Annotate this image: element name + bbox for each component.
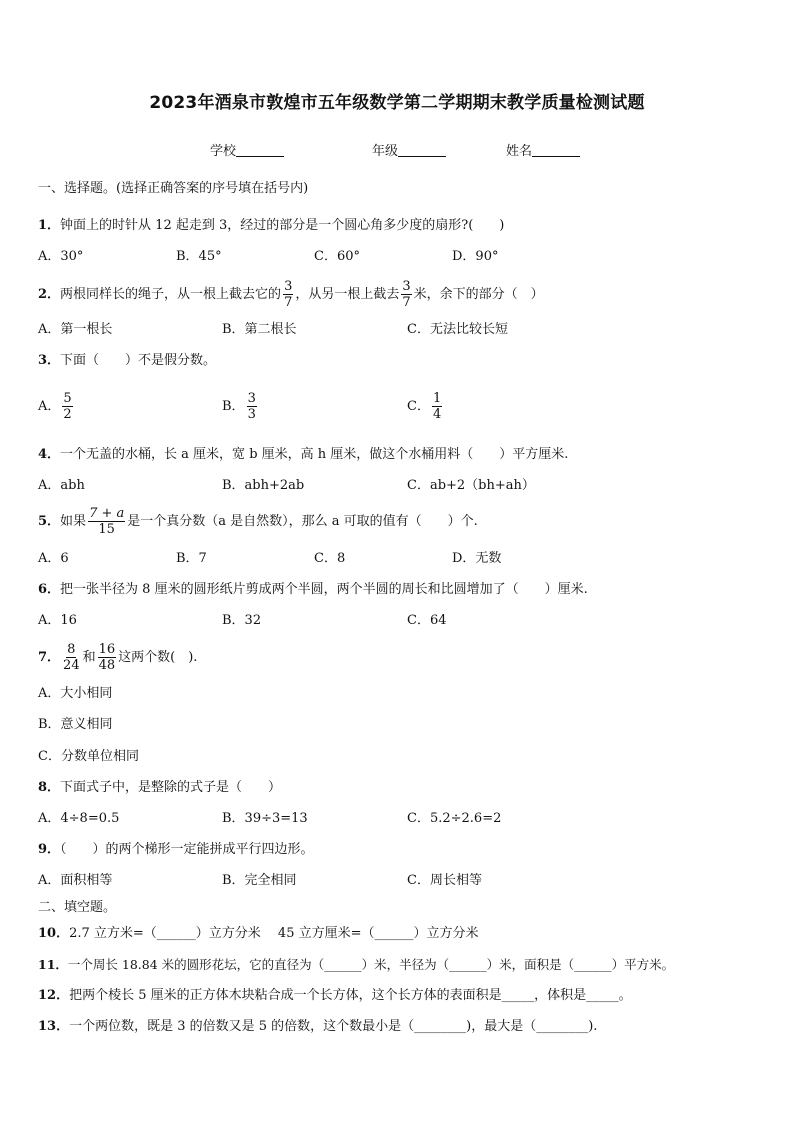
q2-option-a[interactable]: A．第一根长 <box>38 322 113 337</box>
question-13 <box>38 1018 597 1036</box>
question-2 <box>38 279 544 310</box>
option-label: B． <box>222 399 245 414</box>
fraction <box>62 391 72 422</box>
fraction <box>88 506 125 537</box>
question-number: 10． <box>38 926 70 941</box>
question-9 <box>38 841 314 859</box>
q9-option-a[interactable]: A．面积相等 <box>38 873 113 888</box>
question-number: 11． <box>38 957 68 972</box>
question-number: 12． <box>38 988 70 1003</box>
question-text: 把两个棱长 5 厘米的正方体木块粘合成一个长方体，这个长方体的表面积是_____，体积是_____。 <box>69 988 632 1003</box>
q8-option-b[interactable]: B．39÷3=13 <box>222 811 308 826</box>
question-4 <box>38 446 568 464</box>
question-text-part: 这两个数( ). <box>118 650 198 665</box>
fraction <box>401 279 411 310</box>
question-5 <box>38 506 478 538</box>
fraction <box>283 279 293 310</box>
q4-option-b[interactable]: B．abh+2ab <box>222 478 305 493</box>
q3-option-b[interactable] <box>222 390 259 424</box>
question-text-part: 是一个真分数（a 是自然数），那么 a 可取的值有（ ）个. <box>127 514 478 529</box>
fraction <box>62 642 81 673</box>
q1-option-c[interactable]: C．60° <box>314 249 360 264</box>
q3-option-c[interactable] <box>407 390 444 424</box>
numerator: 3 <box>247 391 256 406</box>
question-number: 8． <box>38 780 61 795</box>
grade-field <box>372 140 446 159</box>
q7-option-a[interactable]: A．大小相同 <box>38 686 113 701</box>
q8-option-a[interactable]: A．4÷8=0.5 <box>38 811 120 826</box>
question-8 <box>38 779 281 797</box>
denominator: 3 <box>247 407 256 422</box>
fraction <box>98 642 117 673</box>
question-text-part: 两根同样长的绳子，从一根上截去它的 <box>60 287 282 302</box>
fraction <box>247 391 257 422</box>
question-text: 一个周长 18.84 米的圆形花坛，它的直径为（______）米，半径为（______）米，面积是（______）平方米。 <box>67 957 675 972</box>
question-text: 把一张半径为 8 厘米的圆形纸片剪成两个半圆，两个半圆的周长和比圆增加了（ ）厘米. <box>60 582 588 597</box>
grade-label: 年级 <box>372 144 399 159</box>
school-label: 学校 <box>210 144 237 159</box>
name-label: 姓名 <box>506 144 533 159</box>
question-3 <box>38 352 216 370</box>
question-text: 下面（ ）不是假分数。 <box>60 353 217 368</box>
question-number: 4． <box>38 447 61 462</box>
fraction <box>432 391 442 422</box>
q6-option-c[interactable]: C．64 <box>407 613 447 628</box>
q5-option-b[interactable]: B．7 <box>176 551 207 566</box>
option-label: A． <box>38 399 61 414</box>
question-6 <box>38 581 588 599</box>
denominator: 4 <box>432 407 442 422</box>
q4-option-a[interactable]: A．abh <box>38 478 85 493</box>
numerator: 8 <box>67 642 76 657</box>
denominator: 2 <box>63 407 72 422</box>
question-text-part: 和 <box>82 650 96 665</box>
question-text: 下面式子中，是整除的式子是（ ） <box>60 780 282 795</box>
numerator: 16 <box>98 642 116 657</box>
q5-option-d[interactable]: D．无数 <box>452 551 502 566</box>
denominator: 7 <box>402 295 411 310</box>
q9-option-c[interactable]: C．周长相等 <box>407 873 482 888</box>
numerator: 7 + a <box>89 506 125 521</box>
question-text: 一个两位数，既是 3 的倍数又是 5 的倍数，这个数最小是（________)，最大是（________). <box>69 1019 598 1034</box>
question-number: 13． <box>38 1019 70 1034</box>
question-text: （ ）的两个梯形一定能拼成平行四边形。 <box>60 842 314 857</box>
page-title: 2023年酒泉市敦煌市五年级数学第二学期期末教学质量检测试题 <box>149 93 645 113</box>
section-fill-heading: 二、填空题。 <box>38 900 117 915</box>
numerator: 3 <box>284 279 293 294</box>
q5-option-a[interactable]: A．6 <box>38 551 69 566</box>
school-blank[interactable] <box>236 143 284 157</box>
q4-option-c[interactable]: C．ab+2（bh+ah） <box>407 478 535 493</box>
question-number: 1． <box>38 218 61 233</box>
numerator: 1 <box>432 391 442 406</box>
q6-option-a[interactable]: A．16 <box>38 613 77 628</box>
q5-option-c[interactable]: C．8 <box>314 551 346 566</box>
question-text-part: 如果 <box>60 514 87 529</box>
numerator: 5 <box>63 391 72 406</box>
denominator: 24 <box>63 658 80 673</box>
question-10 <box>38 925 479 943</box>
q7-option-b[interactable]: B．意义相同 <box>38 717 113 732</box>
q2-option-c[interactable]: C．无法比较长短 <box>407 322 508 337</box>
numerator: 3 <box>402 279 411 294</box>
q7-option-c[interactable]: C．分数单位相同 <box>38 749 139 764</box>
option-label: C． <box>407 399 430 414</box>
question-12 <box>38 987 632 1005</box>
name-field <box>506 140 580 159</box>
question-7 <box>38 642 197 674</box>
question-text: 钟面上的时针从 12 起走到 3，经过的部分是一个圆心角多少度的扇形?( ) <box>60 218 505 233</box>
q1-option-a[interactable]: A．30° <box>38 249 84 264</box>
question-text-part: 米，余下的部分（ ） <box>413 287 544 302</box>
question-text: 一个无盖的水桶，长 a 厘米，宽 b 厘米，高 h 厘米，做这个水桶用料（ ）平方厘米. <box>60 447 569 462</box>
question-number: 7． <box>38 650 61 665</box>
question-number: 3． <box>38 353 61 368</box>
q2-option-b[interactable]: B．第二根长 <box>222 322 297 337</box>
denominator: 15 <box>98 522 115 537</box>
q6-option-b[interactable]: B．32 <box>222 613 262 628</box>
question-text: 2.7 立方米=（______）立方分米 45 立方厘米=（______）立方分米 <box>69 926 479 941</box>
name-blank[interactable] <box>532 143 580 157</box>
question-text-part: ，从另一根上截去 <box>295 287 400 302</box>
q9-option-b[interactable]: B．完全相同 <box>222 873 297 888</box>
q1-option-b[interactable]: B．45° <box>176 249 222 264</box>
denominator: 7 <box>284 295 293 310</box>
question-number: 2． <box>38 287 61 302</box>
question-number: 5． <box>38 514 61 529</box>
q8-option-c[interactable]: C．5.2÷2.6=2 <box>407 811 502 826</box>
question-11 <box>38 956 674 974</box>
question-number: 6． <box>38 582 61 597</box>
section-choice-heading: 一、选择题。(选择正确答案的序号填在括号内) <box>38 181 309 196</box>
grade-blank[interactable] <box>398 143 446 157</box>
school-field <box>210 140 284 159</box>
q3-option-a[interactable] <box>38 390 75 424</box>
denominator: 48 <box>98 658 116 673</box>
question-number: 9． <box>38 842 61 857</box>
question-1 <box>38 217 504 235</box>
q1-option-d[interactable]: D．90° <box>452 249 499 264</box>
